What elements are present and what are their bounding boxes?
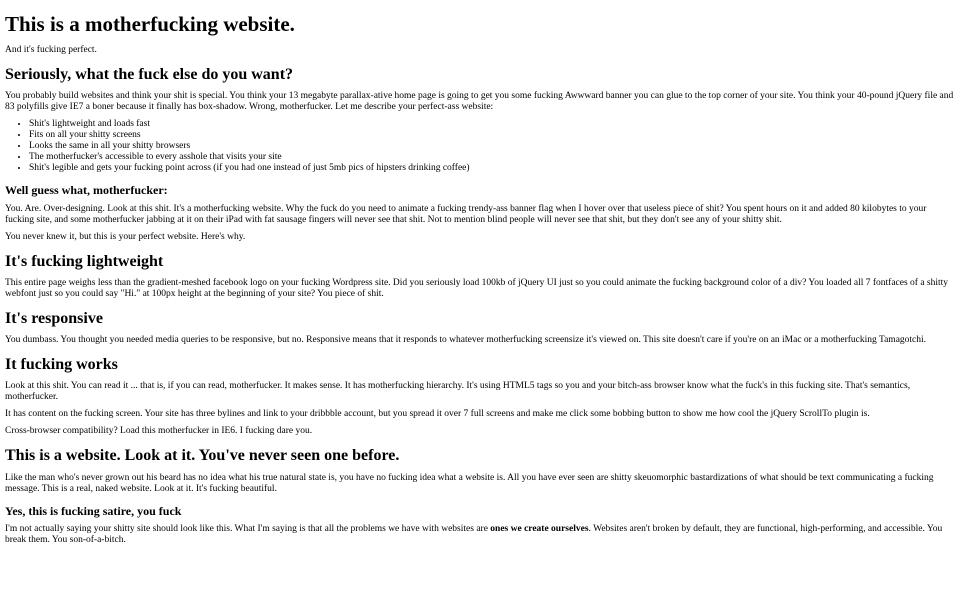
text-run: . Websites aren't broken by default, they are functional, high-performing, and accessible. You break them. You son-of-a-bitch. xyxy=(5,523,943,545)
section-responsive xyxy=(5,309,955,346)
section-paragraph: Look at this shit. You can read it ... that is, if you can read, motherfucker. It makes sense. It has motherfucking hierarchy. It's using HTML5 tags so you and your bitch-ass browser know what the fuck's in this fucking site. That's semantics, motherfucker. xyxy=(5,381,911,403)
section-paragraph xyxy=(5,524,955,546)
section-lightweight xyxy=(5,252,955,300)
section-paragraph: Like the man who's never grown out his beard has no idea what his true natural state is, you have no fucking idea what a website is. All you have ever seen are shitty skeuomorphic bastardizations of what should be text communicating a fucking message. This is a real, naked website. Look at it. It's fucking beautiful. xyxy=(5,472,934,494)
section-satire xyxy=(5,504,955,546)
section-heading: It's fucking lightweight xyxy=(5,252,164,270)
list-item: • Fits on all your shitty screens xyxy=(29,130,955,141)
section-heading: Seriously, what the fuck else do you want? xyxy=(5,66,294,84)
page-header xyxy=(5,12,955,56)
subsection-heading: Well guess what, motherfucker: xyxy=(5,183,168,198)
subsection-heading: Yes, this is fucking satire, you fuck xyxy=(5,503,182,518)
section-heading: It fucking works xyxy=(5,356,118,374)
section-what-else xyxy=(5,65,955,174)
section-heading: It's responsive xyxy=(5,309,103,327)
section-paragraph: Cross-browser compatibility? Load this motherfucker in IE6. I fucking dare you. xyxy=(5,426,313,437)
section-paragraph: You dumbass. You thought you needed media queries to be responsive, but no. Responsive means that it responds to whatever motherfucking screensize it's viewed on. This site doesn't care if you're on an iMac or a motherfucking Tamagotchi. xyxy=(5,335,927,346)
section-heading: This is a website. Look at it. You've never seen one before. xyxy=(5,447,400,465)
list-item: • Looks the same in all your shitty browsers xyxy=(29,141,955,152)
section-works xyxy=(5,355,955,437)
list-item: • Shit's legible and gets your fucking point across (if you had one instead of just 5mb pics of hipsters drinking coffee) xyxy=(29,163,955,174)
section-paragraph: It has content on the fucking screen. Your site has three bylines and link to your dribbble account, but you spread it over 7 full screens and make me click some bobbing button to show me how cool the jQuery ScrollTo plugin is. xyxy=(5,409,870,420)
section-guess-what xyxy=(5,183,955,242)
list-item: • Shit's lightweight and loads fast xyxy=(29,119,955,130)
text-run: I'm not actually saying your shitty site should look like this. What I'm saying is that all the problems we have with websites are xyxy=(5,523,491,534)
section-paragraph: You probably build websites and think your shit is special. You think your 13 megabyte parallax-ative home page is going to get you some fucking Awwward banner you can glue to the top corner of your site. You think your 40-pound jQuery file and 83 polyfills give IE7 a boner because it finally has box-shadow. Wrong, motherfucker. Let me describe your perfect-ass website: xyxy=(5,91,954,113)
section-paragraph: You. Are. Over-designing. Look at this shit. It's a motherfucking website. Why the fuck do you need to animate a fucking trendy-ass banner flag when I hover over that useless piece of shit? You spent hours on it and added 80 kilobytes to your fucking site, and some motherfucker jabbing at it on their iPad with fat sausage fingers will never see that shit. Not to mention blind people will never see that shit, but they don't see any of your shitty shit. xyxy=(5,203,927,225)
page-title: This is a motherfucking website. xyxy=(5,12,295,36)
section-paragraph: This entire page weighs less than the gradient-meshed facebook logo on your fucking Wordpress site. Did you seriously load 100kb of jQuery UI just so you could animate the fucking background color of a div? You loaded all 7 fontfaces of a shitty webfont just so you could say "Hi." at 100px height at the beginning of your site? You piece of shit. xyxy=(5,277,949,299)
feature-list xyxy=(5,119,955,174)
section-paragraph: You never knew it, but this is your perfect website. Here's why. xyxy=(5,231,246,242)
emphasis-text: ones we create ourselves xyxy=(490,523,589,534)
section-look-at-it xyxy=(5,446,955,494)
intro-text: And it's fucking perfect. xyxy=(5,45,97,56)
list-item: • The motherfucker's accessible to every asshole that visits your site xyxy=(29,152,955,163)
